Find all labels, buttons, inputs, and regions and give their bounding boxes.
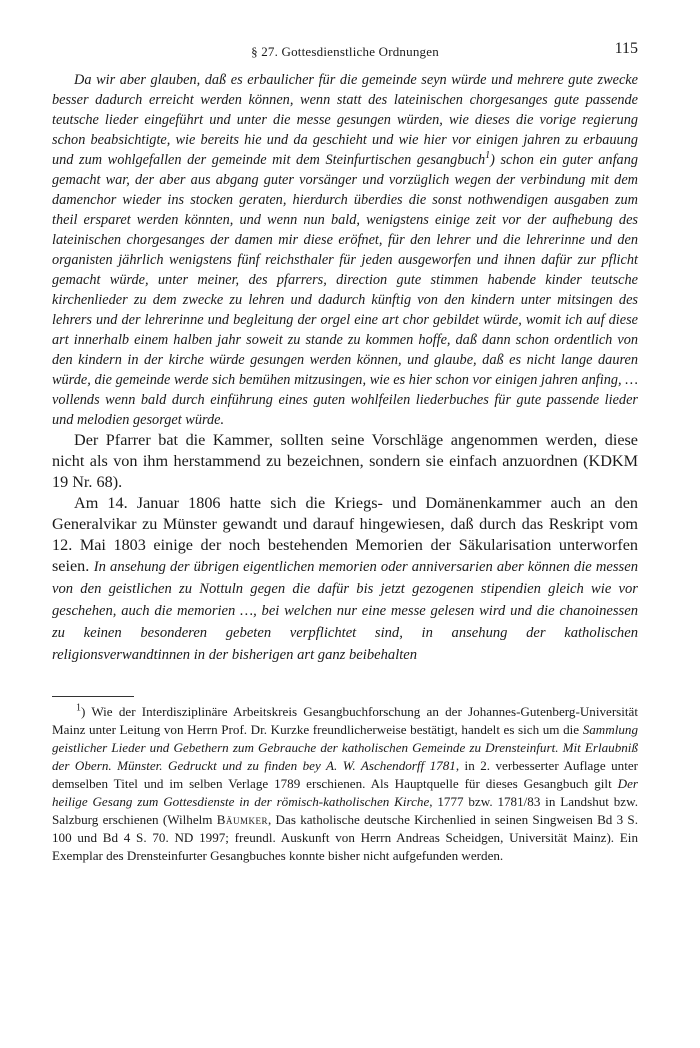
paragraph-kammer-1806 [52,493,638,666]
footnote-marker: 1 [76,702,81,714]
footnote-text-2: , in 2. verbesserter Auflage unter demselben Titel und im selben Verlage 1789 erschienen. Als Hauptquelle für dieses Gesangbuch gilt [52,758,638,791]
page-number: 115 [614,40,638,57]
footnote-text-1: ) Wie der Interdisziplinäre Arbeitskreis Gesangbuchforschung an der Johannes-Gutenberg-Universität Mainz unter Leitung von Herrn Prof. Dr. Kurzke freundlicherweise bestätigt, handelt es sich um die [52,704,638,737]
footnote-text-4: , Das katholische deutsche Kirchenlied in seinen Singweisen Bd 3 S. 100 und Bd 4 S. 70. ND 1997; freundl. Auskunft von Herrn Andreas Scheidgen, Universität Mainz). Ein Exemplar des Drensteinfurter Gesangbuches konnte bisher nicht aufgefunden werden. [52,812,638,863]
running-title: § 27. Gottesdienstliche Ordnungen [251,44,439,59]
paragraph-pfarrer-request: Der Pfarrer bat die Kammer, sollten seine Vorschläge angenommen werden, diese nicht als von ihm herstammend zu bezeichnen, sondern sie einfach anzuordnen (KDKM 19 Nr. 68). [52,431,638,491]
quoted-passage [52,70,638,430]
footnote-rule [52,696,134,697]
footnote-reference[interactable]: 1 [485,150,491,162]
quote-text-part-2: ) schon ein guter anfang gemacht war, der aber aus abgang guter vorsänger und vorzüglich wegen der verbindung mit dem damenchor wieder ins stocken geraten, hierdurch überdies die sonst nothwendigen ausgaben zum theil ersparet werden könnten, und wenn nun bald, wenigstens einige zeit vor der aufhebung des lateinischen chorgesanges der damen mir diese eröfnet, für den lehrer und die lehrerinne und den organisten jährlich wenigstens fünf reichsthaler für jeden ausgeworfen und ihnen dafür zur pflicht gemacht würde, unter meiner, des pfarrers, direction gute stimmen habende kinder teutsche kirchenlieder zu dem zwecke zu lehren und dadurch künftig von den kindern unter mitsingen des lehrers und der lehrerinne und begleitung der orgel eine art chor gebildet würde, womit ich auf diese art innerhalb einem halben jahr soweit zu stande zu kommen hoffe, daß dann schon ordentlich von den kindern in der kirche würde gesungen werden können, und glaube, daß es nicht lange dauren würde, die gemeinde werde sich bemühen mitzusingen, wie es hier schon vor einigen jahren anfing, … vollends wenn bald durch einführung eines guten wohlfeilen liederbuches für gute passende lieder und melodien gesorget würde. [52,152,638,428]
paragraph-italic-quote: In ansehung der übrigen eigentlichen memorien oder anniversarien aber können die messen von den geistlichen zu Nottuln gegen die dafür bis jetzt gezogenen stipendien gleich wie vor geschehen, auch die memorien …, bei welchen nur eine messe gelesen wird und die chanoinessen zu keinen besonderen gebeten verpflichtet sind, in ansehung der katholischen religionsverwandtinnen in der bisherigen art ganz beibehalten [52,559,638,663]
footnote-text-3: , 1777 bzw. 1781/83 in Landshut bzw. Salzburg erschienen (Wilhelm [52,794,638,827]
footnote-author-name: Bäumker [216,812,269,827]
quote-text-part-1: Da wir aber glauben, daß es erbaulicher für die gemeinde seyn würde und mehrere gute zwecke besser dadurch erreicht werden können, wenn statt des lateinischen chorgesanges gute passende teutsche lieder eingeführt und unter die messe gesungen würden, wie dieses die vorige regierung schon beabsichtigte, wie bereits hie und da geschieht und wie hier vor einigen jahren zu erbauung und zum wohlgefallen der gemeinde mit dem Steinfurtischen gesangbuch [52,72,638,168]
footnote-title-heiliger-gesang: Der heilige Gesang zum Gottesdienste in der römisch-katholischen Kirche [52,776,638,809]
footnote-title-sammlung: Sammlung geistlicher Lieder und Gebethern zum Gebrauche der katholischen Gemeinde zu Drensteinfurt. Mit Erlaubniß der Obern. Münster. Gedruckt und zu finden bey A. W. Aschendorff 1781 [52,722,638,773]
paragraph-roman-text: Am 14. Januar 1806 hatte sich die Kriegs- und Domänenkammer auch an den Generalvikar zu Münster gewandt und darauf hingewiesen, daß durch das Reskript vom 12. Mai 1803 einige der noch bestehenden Memorien der Säkularisation unterworfen seien. [52,494,638,575]
book-page [52,40,638,865]
footnote-1 [52,703,638,865]
running-head [52,40,638,66]
